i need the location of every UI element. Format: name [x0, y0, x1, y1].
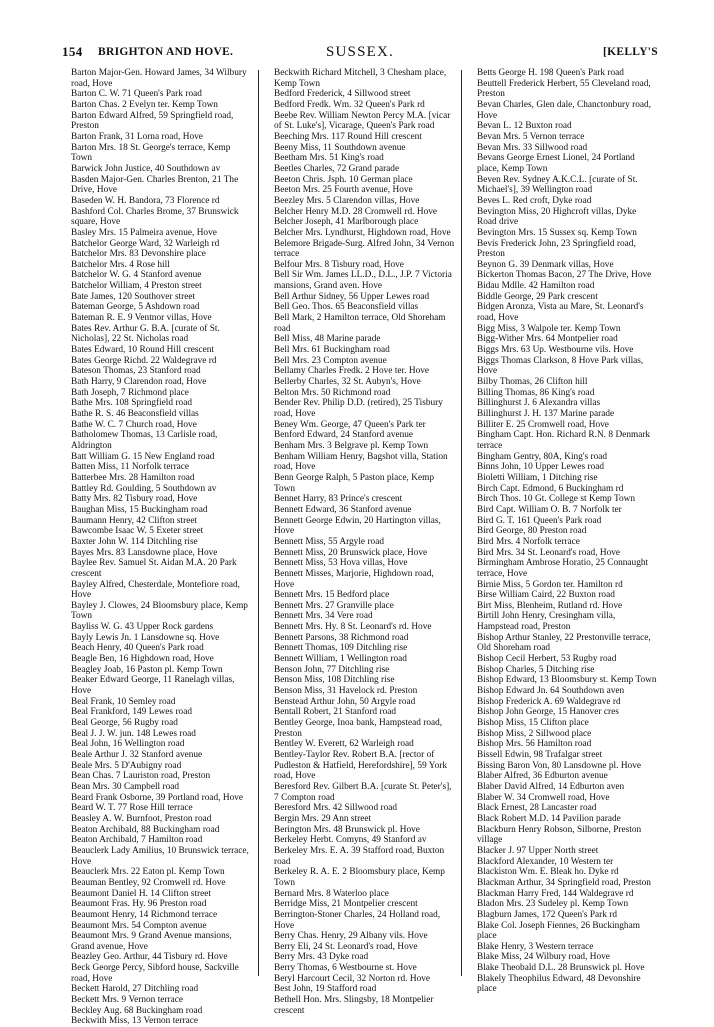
directory-entry: Bingham Capt. Hon. Richard R.N. 8 Denmark terrace [477, 430, 653, 451]
directory-entry: Bennet Harry, 83 Prince's crescent [274, 494, 403, 505]
directory-entry: Blacker J. 97 Upper North street [477, 845, 599, 856]
directory-entry: Birtill John Henry, Cresingham villa, Hampstead road, Preston [477, 611, 618, 633]
directory-entry: Benn George Ralph, 5 Paston place, Kemp Town [274, 472, 437, 494]
directory-entry: Bender Rev. Philip D.D. (retired), 25 Tisbury road, Hove [274, 398, 446, 419]
directory-entry: Beaumont Mrs. 54 Compton avenue [71, 920, 207, 931]
directory-entry: Bird Mrs. 4 Norfolk terrace [477, 536, 580, 547]
directory-entry: Beaumont Henry, 14 Richmond terrace [71, 909, 218, 920]
directory-entry: Batt William G. 15 New England road [71, 451, 215, 462]
directory-entry: Beebe Rev. William Newton Percy M.A. [vicar of St. Luke's], Vicarage, Queen's Park road [274, 110, 453, 132]
directory-entry: Batchelor George Ward, 32 Warleigh rd [71, 238, 220, 249]
directory-entry: Batholomew Thomas, 13 Carlisle road, Aldrington [71, 430, 220, 451]
directory-entry: Bell Arthur Sidney, 56 Upper Lewes road [274, 291, 430, 302]
directory-entry: Bateman George, 5 Ashdown road [71, 302, 200, 313]
directory-entry: Beach Henry, 40 Queen's Park road [71, 643, 204, 654]
directory-entry: Beal J. J. W. jun. 148 Lewes road [71, 728, 196, 739]
directory-entry: Bergin Mrs. 29 Ann street [274, 813, 372, 824]
directory-entry: Bean Mrs. 30 Campbell road [71, 781, 180, 792]
directory-entry: Bellamy Charles Fredk. 2 Hove ter. Hove [274, 366, 429, 377]
directory-entry: Beeching Mrs. 117 Round Hill crescent [274, 131, 422, 142]
directory-entry: Bennett Mrs. 27 Granville place [274, 600, 394, 611]
directory-entry: Blaber David Alfred, 14 Edburton aven [477, 781, 625, 792]
directory-entry: Bishop Arthur Stanley, 22 Prestonville terrace, Old Shoreham road [477, 632, 654, 654]
directory-entry: Bashford Col. Charles Brome, 37 Brunswick square, Hove [71, 206, 242, 228]
directory-entry: Bevan Mrs. 33 Sillwood road [477, 142, 588, 153]
directory-entry: Berridge Miss, 21 Montpelier crescent [274, 899, 418, 910]
directory-entry: Bentley George, Inoa bank, Hampstead road, Preston [274, 718, 445, 739]
directory-entry: Bathe W. C. 7 Church road, Hove [71, 419, 197, 430]
directory-entry: Biggs Mrs. 63 Up. Westbourne vils. Hove [477, 345, 634, 356]
directory-entry: Benson Miss, 31 Havelock rd. Preston [274, 686, 418, 697]
directory-entry: Bishop John George, 15 Hanover cres [477, 707, 619, 718]
directory-entry: Batchelor W. G. 4 Stanford avenue [71, 270, 202, 281]
directory-entry: Birch Capt. Edmond, 6 Buckingham rd [477, 483, 624, 494]
directory-entry: Best John, 19 Stafford road [274, 984, 377, 995]
directory-entry: Bissell Edwin, 98 Trafalgar street [477, 750, 603, 760]
directory-entry: Bayes Mrs. 83 Lansdowne place, Hove [71, 547, 218, 558]
directory-entry: Bidau Mdlle. 42 Hamilton road [477, 281, 595, 292]
directory-entry: Benham Mrs. 3 Belgrave pl. Kemp Town [274, 440, 429, 451]
directory-entry: Bell Miss, 48 Marine parade [274, 334, 381, 345]
directory-entry: Basden Major-Gen. Charles Brenton, 21 The Drive, Hove [71, 174, 241, 196]
directory-entry: Beaton Archibald, 88 Buckingham road [71, 824, 220, 835]
directory-entry: Bishop Edward Jn. 64 Southdown aven [477, 686, 625, 697]
directory-entry: Binns John, 10 Upper Lewes road [477, 462, 605, 473]
directory-entry: Bathe Mrs. 108 Springfield road [71, 398, 192, 409]
directory-entry: Beauclerk Mrs. 22 Eaton pl. Kemp Town [71, 867, 225, 878]
directory-entry: Bath Harry, 9 Clarendon road, Hove [71, 377, 207, 388]
directory-entry: Bishop Frederick A. 69 Waldegrave rd [477, 696, 621, 707]
directory-entry: Bigg Miss, 3 Walpole ter. Kemp Town [477, 323, 621, 334]
directory-entry: Berry Chas. Henry, 29 Albany vils. Hove [274, 931, 428, 942]
directory-entry: Beckwith Richard Mitchell, 3 Chesham place, Kemp Town [274, 68, 449, 89]
directory-entry: Birt Miss, Blenheim, Rutland rd. Hove [477, 600, 623, 611]
running-head-publisher: [KELLY'S [602, 46, 658, 58]
directory-entry: Benford Edward, 24 Stanford avenue [274, 430, 414, 441]
directory-entry: Bateson Thomas, 23 Stanford road [71, 366, 201, 377]
directory-entry: Bevis Frederick John, 23 Springfield road, Preston [477, 238, 639, 260]
page-folio-number: 154 [62, 44, 83, 59]
directory-entry: Bishop Edward, 13 Bloomsbury st. Kemp Town [477, 675, 657, 686]
directory-entry: Benham William Henry, Bagshot villa, Station road, Hove [274, 451, 451, 473]
directory-entry: Biggs Thomas Clarkson, 8 Hove Park villas, Hove [477, 355, 646, 377]
directory-entry: Bidgen Aronza, Vista au Mare, St. Leonard's road, Hove [477, 302, 646, 324]
directory-entry: Beezley Mrs. 5 Clarendon villas, Hove [274, 195, 420, 206]
directory-entry: Beagle Ben, 16 Highdown road, Hove [71, 654, 214, 665]
directory-entry: Belfour Mrs. 8 Tisbury road, Hove [274, 259, 404, 270]
directory-entry: Bishop Miss, 15 Clifton place [477, 718, 589, 729]
directory-entry: Bird Capt. William O. B. 7 Norfolk ter [477, 504, 622, 515]
directory-entry: Baylee Rev. Samuel St. Aidan M.A. 20 Park crescent [71, 558, 240, 579]
directory-entry: Barwick John Justice, 40 Southdown av [71, 163, 221, 174]
directory-entry: Belemore Brigade-Surg. Alfred John, 34 Vernon terrace [274, 238, 457, 260]
directory-entry: Beuttell Frederick Herbert, 55 Cleveland road, Preston [477, 78, 654, 100]
directory-entry: Beaker Edward George, 11 Ranelagh villas, Hove [71, 675, 237, 697]
directory-entry: Beard Frank Osborne, 39 Portland road, Hove [71, 792, 244, 803]
directory-entry: Beven Rev. Sydney A.K.C.L. [curate of St. Michael's], 39 Wellington road [477, 174, 641, 196]
directory-entry: Billinghurst J. H. 137 Marine parade [477, 409, 615, 419]
directory-entry: Beresford Rev. Gilbert B.A. [curate St. Peter's], 7 Compton road [274, 781, 454, 803]
directory-entry: Batten Miss, 11 Norfolk terrace [71, 462, 190, 473]
directory-entry: Bishop Charles, 5 Ditching rise [477, 664, 595, 675]
directory-entry: Blake Henry, 3 Western terrace [477, 941, 594, 952]
directory-entry: Beal John, 16 Wellington road [71, 739, 185, 750]
directory-entry: Berry Mrs. 43 Dyke road [274, 952, 369, 963]
directory-entry: Berkeley Herbt. Comyns, 49 Stanford av [274, 835, 427, 846]
directory-entry: Bladon Mrs. 23 Sudeley pl. Kemp Town [477, 899, 629, 910]
directory-entry: Belcher Mrs. Lyndhurst, Highdown road, Hove [274, 227, 451, 238]
directory-entry: Bates Edward, 10 Round Hill crescent [71, 345, 215, 356]
directory-entry: Bedford Frederick, 4 Sillwood street [274, 89, 411, 100]
directory-entry: Bayliss W. G. 43 Upper Rock gardens [71, 622, 214, 633]
directory-entry: Beauman Bentley, 92 Cromwell rd. Hove [71, 877, 226, 888]
column-rule [258, 70, 259, 976]
directory-entry: Bate James, 120 Southover street [71, 291, 196, 302]
directory-entry: Bennett George Edwin, 20 Hartington villas, Hove [274, 515, 444, 537]
directory-entry: Bath Joseph, 7 Richmond place [71, 387, 189, 398]
directory-entry: Bennett Misses, Marjorie, Highdown road, Hove [274, 568, 437, 590]
directory-entry: Bigg-Wither Mrs. 64 Montpelier road [477, 334, 618, 345]
directory-entry: Bingham Gentry, 80A, King's road [477, 451, 608, 462]
directory-entry: Birnie Miss, 5 Gordon ter. Hamilton rd [477, 579, 623, 590]
directory-entry: Batchelor William, 4 Preston street [71, 281, 202, 292]
directory-column-1 [62, 68, 252, 1027]
directory-entry: Berrington-Stoner Charles, 24 Holland road, Hove [274, 909, 443, 931]
directory-entry: Beeton Chris. Jsph. 10 German place [274, 174, 413, 185]
directory-entry: Battley Rd. Goulding, 5 Southdown av [71, 483, 217, 494]
directory-entry: Blake Theobald D.L. 28 Brunswick pl. Hove [477, 963, 645, 974]
directory-entry: Bell Geo. Thos. 65 Beaconsfield villas [274, 302, 419, 313]
directory-entry: Bentley W. Everett, 62 Warleigh road [274, 739, 414, 750]
directory-entry: Blackiston Wm. E. Bleak ho. Dyke rd [477, 867, 619, 878]
directory-entry: Bennett Mrs. 34 Vere road [274, 611, 373, 622]
directory-entry: Bentall Robert, 21 Stanford road [274, 707, 397, 718]
directory-entry: Bennett Parsons, 38 Richmond road [274, 632, 409, 643]
directory-entry: Blaber Alfred, 36 Edburton avenue [477, 771, 608, 782]
directory-entry: Betts George H. 198 Queen's Park road [477, 68, 624, 78]
directory-entry: Bentley-Taylor Rev. Robert B.A. [rector of Pudleston & Hatfield, Herefordshire], 59 York road, Hove [274, 750, 450, 782]
directory-entry: Beeton Mrs. 25 Fourth avenue, Hove [274, 185, 413, 196]
directory-entry: Belcher Henry M.D. 28 Cromwell rd. Hove [274, 206, 438, 217]
directory-entry: Bennett Mrs. 15 Bedford place [274, 590, 390, 601]
directory-entry: Baughan Miss, 15 Buckingham road [71, 504, 208, 515]
directory-columns [62, 68, 658, 1027]
directory-entry: Bickerton Thomas Bacon, 27 The Drive, Hove [477, 270, 652, 281]
directory-entry: Barton Major-Gen. Howard James, 34 Wilbury road, Hove [71, 68, 250, 89]
directory-entry: Beves L. Red croft, Dyke road [477, 195, 592, 206]
directory-entry: Bissing Baron Von, 80 Lansdowne pl. Hove [477, 760, 641, 771]
directory-entry: Bevan Mrs. 5 Vernon terrace [477, 131, 585, 142]
directory-entry: Beckett Harold, 27 Ditchling road [71, 984, 199, 995]
directory-entry: Birch Thos. 10 Gt. College st Kemp Town [477, 494, 636, 505]
directory-entry: Beynon G. 39 Denmark villas, Hove [477, 259, 614, 270]
directory-entry: Billing Thomas, 86 King's road [477, 387, 595, 398]
directory-entry: Berkeley Mrs. E. A. 39 Stafford road, Buxton road [274, 845, 447, 867]
directory-entry: Bilby Thomas, 26 Clifton hill [477, 377, 588, 388]
directory-column-3 [468, 68, 658, 995]
directory-entry: Beaton Archibald, 7 Hamilton road [71, 835, 203, 846]
directory-entry: Bishop Miss, 2 Sillwood place [477, 728, 592, 739]
directory-entry: Belton Mrs. 50 Richmond road [274, 387, 391, 398]
directory-entry: Beal Frank, 10 Semley road [71, 696, 176, 707]
directory-entry: Bird G. T. 161 Queen's Park road [477, 515, 602, 526]
directory-entry: Biddle George, 29 Park crescent [477, 291, 598, 302]
directory-entry: Blaber W. 34 Cromwell road, Hove [477, 792, 610, 803]
directory-entry: Black Ernest, 28 Lancaster road [477, 803, 597, 814]
directory-entry: Bates Rev. Arthur G. B.A. [curate of St. Nicholas], 22 St. Nicholas road [71, 323, 223, 345]
directory-entry: Berkeley R. A. E. 2 Bloomsbury place, Kemp Town [274, 867, 448, 888]
directory-entry: Baxter John W. 114 Ditchling rise [71, 536, 198, 547]
directory-entry: Batchelor Mrs. 83 Devonshire place [71, 249, 206, 260]
directory-entry: Bathe R. S. 46 Beaconsfield villas [71, 409, 199, 419]
directory-column-2 [265, 68, 455, 1016]
directory-entry: Benson John, 77 Ditchling rise [274, 664, 390, 675]
directory-entry: Beetham Mrs. 51 King's road [274, 153, 384, 164]
directory-entry: Blake Miss, 24 Wilbury road, Hove [477, 952, 610, 963]
directory-entry: Benson Miss, 108 Ditchling rise [274, 675, 395, 686]
directory-entry: Beaumont Mrs. 9 Grand Avenue mansions, Grand avenue, Hove [71, 931, 235, 952]
directory-entry: Black Robert M.D. 14 Pavilion parade [477, 813, 621, 824]
directory-entry: Beazley Geo. Arthur, 44 Tisbury rd. Hove [71, 952, 228, 963]
directory-entry: Blackman Arthur, 34 Springfield road, Preston [477, 877, 651, 888]
directory-entry: Beale Arthur J. 32 Stanford avenue [71, 750, 203, 760]
directory-entry: Bell Mrs. 23 Compton avenue [274, 355, 387, 366]
directory-entry: Bevans George Ernest Lionel, 24 Portland place, Kemp Town [477, 153, 638, 174]
directory-entry: Bevan Charles, Glen dale, Chanctonbury road, Hove [477, 99, 654, 121]
directory-entry: Bennett Miss, 53 Hova villas, Hove [274, 558, 408, 569]
directory-entry: Beeny Miss, 11 Southdown avenue [274, 142, 406, 153]
directory-entry: Bioletti William, 1 Ditching rise [477, 472, 598, 483]
directory-entry: Beauclerk Lady Amilius, 10 Brunswick terrace, Hove [71, 845, 252, 867]
directory-entry: Bernard Mrs. 8 Waterloo place [274, 888, 389, 899]
directory-entry: Blackman Harry Fred, 144 Waldegrave rd [477, 888, 634, 899]
directory-entry: Bennett Mrs. Hy. 8 St. Leonard's rd. Hove [274, 622, 432, 633]
directory-entry: Batty Mrs. 82 Tisbury road, Hove [71, 494, 198, 505]
directory-entry: Bennett Edward, 36 Stanford avenue [274, 504, 412, 515]
directory-entry: Bevan L. 12 Buxton road [477, 121, 572, 132]
directory-entry: Barton Edward Alfred, 59 Springfield road, Preston [71, 110, 236, 132]
directory-entry: Barton Chas. 2 Evelyn ter. Kemp Town [71, 99, 218, 110]
directory-entry: Bird George, 80 Preston road [477, 526, 587, 537]
directory-entry: Beasley A. W. Burnfoot, Preston road [71, 813, 212, 824]
directory-entry: Birmingham Ambrose Horatio, 25 Connaught terrace, Hove [477, 558, 651, 579]
directory-entry: Beetles Charles, 72 Grand parade [274, 163, 400, 174]
directory-entry: Bates George Richd. 22 Waldegrave rd [71, 355, 217, 366]
directory-entry: Bell Sir Wm. James LL.D., D.L., J.P. 7 Victoria mansions, Grand aven. Hove [274, 270, 455, 292]
directory-entry: Bishop Mrs. 56 Hamilton road [477, 739, 592, 750]
directory-entry: Berington Mrs. 48 Brunswick pl. Hove [274, 824, 420, 835]
directory-entry: Beale Mrs. 5 D'Aubigny road [71, 760, 182, 771]
running-head-left-title: BRIGHTON AND HOVE. [98, 46, 234, 58]
directory-entry: Beresford Mrs. 42 Sillwood road [274, 803, 398, 814]
directory-entry: Beaumont Daniel H. 14 Clifton street [71, 888, 211, 899]
directory-entry: Beryl Harcourt Cecil, 32 Norton rd. Hove [274, 973, 431, 984]
directory-entry: Bateman R. E. 9 Ventnor villas, Hove [71, 313, 212, 324]
directory-entry: Blackford Alexander, 10 Western ter [477, 856, 614, 867]
directory-entry: Basley Mrs. 15 Palmeira avenue, Hove [71, 227, 217, 238]
directory-entry: Blakely Theophilus Edward, 48 Devonshire place [477, 973, 644, 995]
directory-entry: Berry Eli, 24 St. Leonard's road, Hove [274, 941, 418, 952]
directory-entry: Bevington Miss, 20 Highcroft villas, Dyke Road drive [477, 206, 639, 228]
directory-entry: Blackburn Henry Robson, Silborne, Preston village [477, 824, 644, 846]
directory-entry: Beal Frankford, 149 Lewes road [71, 707, 192, 718]
directory-entry: Bawcombe Isaac W. 5 Exeter street [71, 526, 204, 537]
directory-entry: Beaumont Fras. Hy. 96 Preston road [71, 899, 207, 910]
directory-entry: Bayley J. Clowes, 24 Bloomsbury place, Kemp Town [71, 600, 251, 622]
column-rule [461, 70, 462, 976]
directory-entry: Blagburn James, 172 Queen's Park rd [477, 909, 618, 920]
directory-entry: Birse William Caird, 22 Buxton road [477, 590, 615, 601]
directory-entry: Billiter E. 25 Cromwell road, Hove [477, 419, 609, 430]
directory-entry: Baumann Henry, 42 Clifton street [71, 515, 198, 526]
directory-entry: Beck George Percy, Sibford house, Sackville road, Hove [71, 963, 242, 984]
directory-entry: Bellerby Charles, 32 St. Aubyn's, Hove [274, 377, 421, 388]
directory-entry: Beagley Joab, 16 Paston pl. Kemp Town [71, 664, 223, 675]
directory-entry: Beckwith Miss, 13 Vernon terrace [71, 1016, 198, 1027]
directory-entry: Bevington Mrs. 15 Sussex sq. Kemp Town [477, 227, 637, 238]
directory-entry: Barton Mrs. 18 St. George's terrace, Kemp Town [71, 142, 233, 164]
directory-entry: Bayley Alfred, Chesterdale, Montefiore road, Hove [71, 579, 243, 601]
directory-entry: Billinghurst J. 6 Alexandra villas [477, 398, 601, 409]
directory-entry: Bedford Fredk. Wm. 32 Queen's Park rd [274, 99, 425, 110]
running-head [62, 44, 658, 62]
directory-entry: Bennett Miss, 55 Argyle road [274, 536, 384, 547]
directory-entry: Belcher Joseph, 41 Marlborough place [274, 217, 419, 228]
directory-entry: Bethell Hon. Mrs. Slingsby, 18 Montpelier crescent [274, 995, 436, 1016]
directory-entry: Beal George, 56 Rugby road [71, 718, 178, 729]
directory-entry: Barton Frank, 31 Lorna road, Hove [71, 131, 203, 142]
directory-entry: Berry Thomas, 6 Westbourne st. Hove [274, 963, 417, 974]
directory-entry: Bean Chas. 7 Lauriston road, Preston [71, 771, 211, 782]
directory-entry: Barton C. W. 71 Queen's Park road [71, 89, 202, 100]
directory-entry: Bird Mrs. 34 St. Leonard's road, Hove [477, 547, 620, 558]
directory-entry: Batchelor Mrs. 4 Rose hill [71, 259, 170, 270]
directory-entry: Bennett Miss, 20 Brunswick place, Hove [274, 547, 428, 558]
directory-entry: Beckett Mrs. 9 Vernon terrace [71, 995, 184, 1006]
directory-entry: Benstead Arthur John, 50 Argyle road [274, 696, 416, 707]
directory-entry: Bayly Lewis Jn. 1 Lansdowne sq. Hove [71, 632, 220, 643]
directory-entry: Baseden W. H. Bandora, 73 Florence rd [71, 195, 220, 206]
directory-entry: Blake Col. Joseph Fiennes, 26 Buckingham place [477, 920, 643, 942]
directory-entry: Bell Mrs. 61 Buckingham road [274, 345, 390, 356]
running-head-county: SUSSEX. [325, 44, 394, 60]
directory-entry: Beard W. T. 77 Rose Hill terrace [71, 803, 193, 814]
directory-entry: Bennett Thomas, 109 Ditchling rise [274, 643, 408, 654]
directory-entry: Beney Wm. George, 47 Queen's Park ter [274, 419, 426, 430]
directory-entry: Beckley Aug. 68 Buckingham road [71, 1005, 203, 1016]
directory-entry: Batterbee Mrs. 28 Hamilton road [71, 472, 195, 483]
directory-entry: Bennett William, 1 Wellington road [274, 654, 407, 665]
directory-entry: Bell Mark, 2 Hamilton terrace, Old Shoreham road [274, 313, 448, 334]
directory-entry: Bishop Cecil Herbert, 53 Rugby road [477, 654, 617, 665]
